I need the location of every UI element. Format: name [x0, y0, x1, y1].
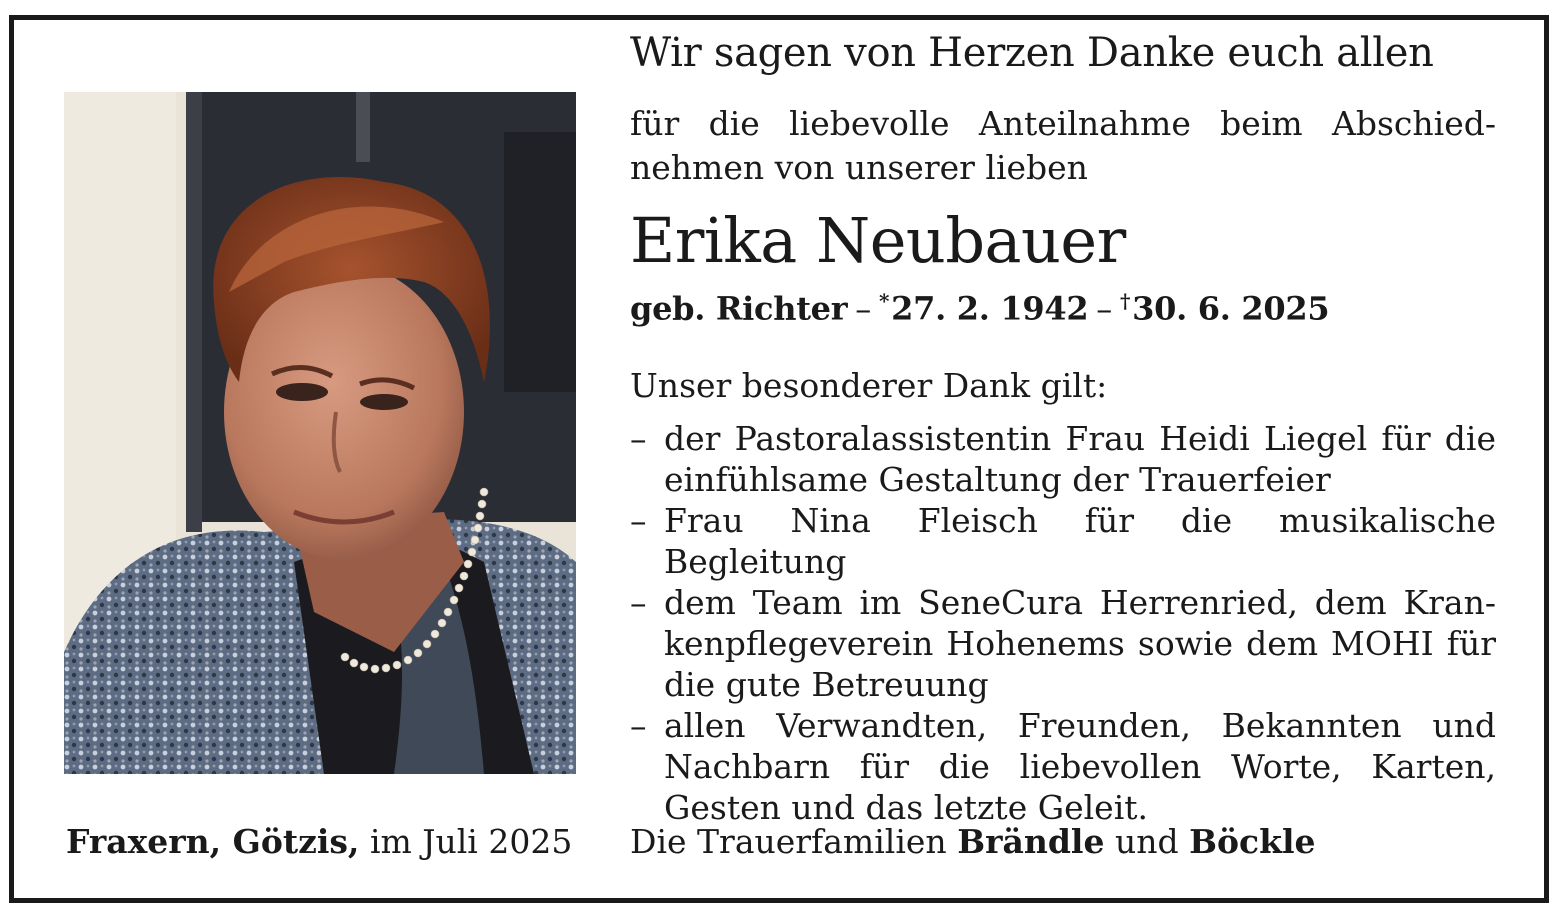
portrait-illustration [64, 92, 576, 774]
dates-separator: – [855, 289, 871, 328]
list-dash: – [630, 501, 647, 540]
life-dates [630, 289, 1329, 328]
thanks-list [630, 418, 1496, 828]
place-date: im Juli 2025 [369, 822, 573, 861]
list-item [630, 582, 1496, 705]
list-item-text: dem Team im SeneCura Herrenried, dem Kran-kenpflegeverein Hohenems sowie dem MOHI für die gute Betreuung [664, 583, 1496, 704]
deceased-name: Erika Neubauer [630, 204, 1126, 277]
list-item-text: der Pastoralassistentin Frau Heidi Liegel für die einfühlsame Gestaltung der Trauerfeier [664, 419, 1496, 499]
death-date: 30. 6. 2025 [1132, 289, 1330, 328]
dates-separator-2: – [1096, 289, 1112, 328]
place-towns: Fraxern, Götzis, [66, 822, 360, 861]
list-item [630, 500, 1496, 582]
list-item [630, 418, 1496, 500]
place-date-line [66, 822, 572, 861]
thanks-heading: Unser besonderer Dank gilt: [630, 366, 1108, 405]
portrait-photo [64, 92, 576, 774]
birth-date: 27. 2. 1942 [891, 289, 1089, 328]
list-dash: – [630, 583, 647, 622]
birth-symbol: * [879, 289, 890, 313]
thanks-headline: Wir sagen von Herzen Danke euch allen [630, 30, 1434, 76]
intro-text: für die liebevolle Anteilnahme beim Abschied-nehmen von unserer lieben [630, 104, 1496, 187]
list-item-text: Frau Nina Fleisch für die musikalische Begleitung [664, 501, 1496, 581]
list-dash: – [630, 419, 647, 458]
family-signature [630, 822, 1316, 861]
death-symbol: † [1120, 289, 1131, 313]
list-item [630, 705, 1496, 828]
family-name-1: Brändle [957, 822, 1105, 861]
list-dash: – [630, 706, 647, 745]
list-item-text: allen Verwandten, Freunden, Bekannten und Nachbarn für die liebevollen Worte, Karten, Gesten und das letzte Geleit. [664, 706, 1496, 827]
maiden-name: geb. Richter [630, 289, 848, 328]
signature-prefix: Die Trauerfamilien [630, 822, 947, 861]
family-name-2: Böckle [1189, 822, 1316, 861]
signature-conjunction: und [1114, 822, 1179, 861]
